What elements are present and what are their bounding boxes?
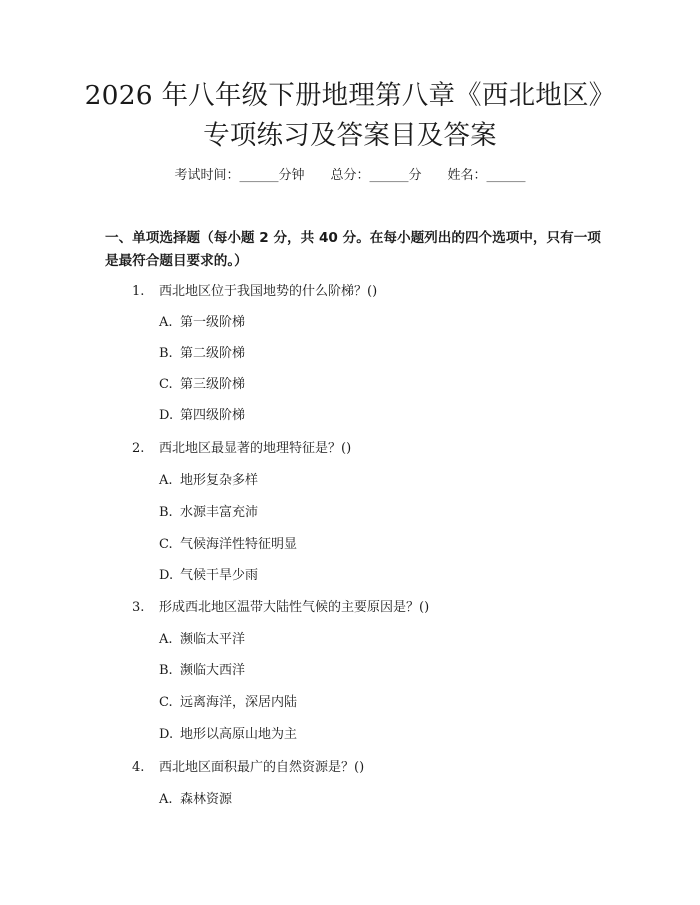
option-1c xyxy=(159,376,245,394)
option-text: 第三级阶梯 xyxy=(180,377,246,392)
option-text: 濒临大西洋 xyxy=(180,663,246,678)
option-1d xyxy=(159,407,245,425)
option-3d xyxy=(159,726,297,744)
option-text: 第二级阶梯 xyxy=(180,346,246,361)
option-3a xyxy=(159,631,245,649)
option-text: 第四级阶梯 xyxy=(180,408,246,423)
option-letter: B. xyxy=(159,346,173,361)
option-text: 第一级阶梯 xyxy=(180,315,246,330)
option-letter: C. xyxy=(159,537,173,552)
question-1 xyxy=(132,283,377,301)
option-letter: A. xyxy=(159,792,173,807)
question-3 xyxy=(132,599,429,617)
option-letter: B. xyxy=(159,663,173,678)
option-text: 地形以高原山地为主 xyxy=(180,727,298,742)
option-1a xyxy=(159,314,245,332)
page-title xyxy=(0,76,700,156)
option-letter: B. xyxy=(159,505,173,520)
option-text: 远离海洋，深居内陆 xyxy=(180,695,298,710)
option-letter: D. xyxy=(159,408,174,423)
question-text: 西北地区最显著的地理特征是？() xyxy=(159,441,352,456)
question-text: 形成西北地区温带大陆性气候的主要原因是？() xyxy=(159,600,430,615)
exam-time-label: 考试时间：______分钟 xyxy=(174,168,305,183)
option-3b xyxy=(159,662,245,680)
name-label: 姓名：______ xyxy=(447,168,526,183)
option-letter: A. xyxy=(159,315,173,330)
option-2d xyxy=(159,567,258,585)
option-text: 气候海洋性特征明显 xyxy=(180,537,298,552)
title-line-2: 专项练习及答案目及答案 xyxy=(203,120,497,151)
option-2b xyxy=(159,504,258,522)
option-text: 森林资源 xyxy=(180,792,233,807)
option-letter: C. xyxy=(159,695,173,710)
section-heading: 一、单项选择题（每小题 2 分，共 40 分。在每小题列出的四个选项中，只有一项是最符合题目要求的。） xyxy=(105,230,601,269)
option-text: 濒临太平洋 xyxy=(180,632,246,647)
option-letter: D. xyxy=(159,568,174,583)
option-2a xyxy=(159,472,258,490)
option-letter: A. xyxy=(159,473,173,488)
question-text: 西北地区面积最广的自然资源是？() xyxy=(159,760,365,775)
option-text: 水源丰富充沛 xyxy=(180,505,259,520)
option-4a xyxy=(159,791,232,809)
question-number: 3. xyxy=(132,600,145,615)
question-4 xyxy=(132,759,364,777)
option-2c xyxy=(159,536,297,554)
option-3c xyxy=(159,694,297,712)
title-line-1: 2026 年八年级下册地理第八章《西北地区》 xyxy=(84,80,616,111)
option-1b xyxy=(159,345,245,363)
option-letter: A. xyxy=(159,632,173,647)
option-text: 地形复杂多样 xyxy=(180,473,259,488)
option-text: 气候干旱少雨 xyxy=(180,568,259,583)
question-text: 西北地区位于我国地势的什么阶梯？() xyxy=(159,284,378,299)
exam-info-line xyxy=(0,166,700,186)
question-2 xyxy=(132,440,351,458)
option-letter: D. xyxy=(159,727,174,742)
option-letter: C. xyxy=(159,377,173,392)
question-number: 4. xyxy=(132,760,145,775)
question-number: 1. xyxy=(132,284,145,299)
total-score-label: 总分：______分 xyxy=(330,168,422,183)
question-number: 2. xyxy=(132,441,145,456)
